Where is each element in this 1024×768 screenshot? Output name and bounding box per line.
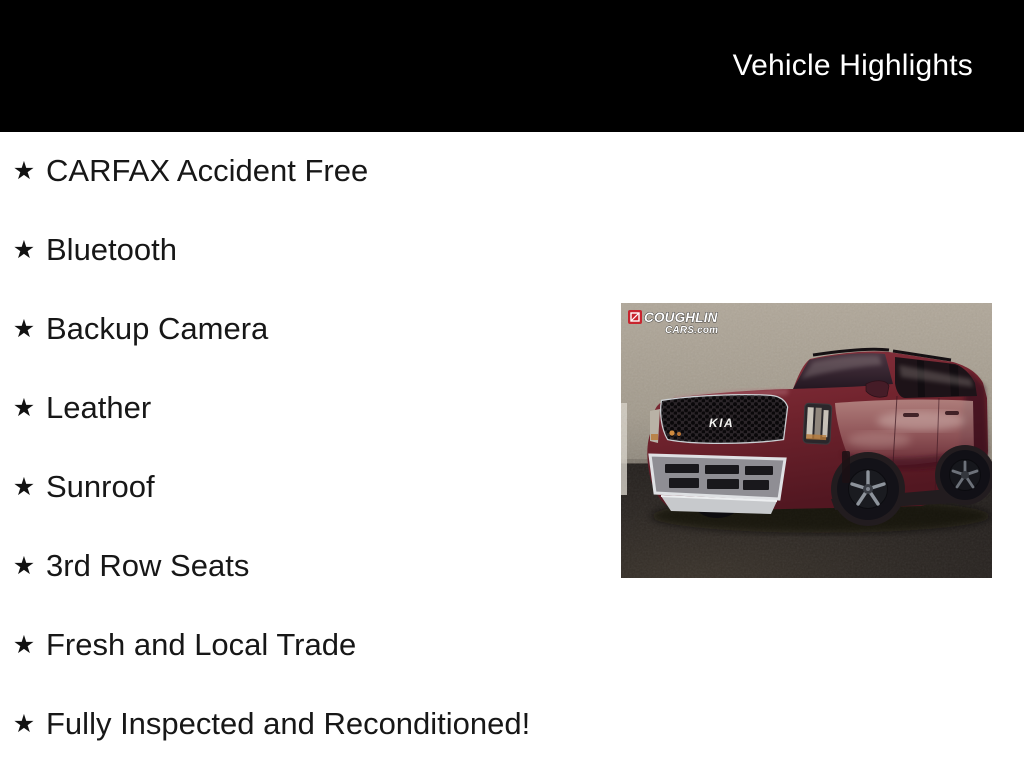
watermark-suffix: CARS.com (665, 325, 719, 336)
highlight-item (0, 290, 620, 369)
star-bullet-icon: ★ (12, 552, 36, 580)
highlight-label: Sunroof (46, 469, 155, 505)
highlight-item (0, 527, 620, 606)
front-bumper (650, 455, 785, 514)
rear-wheel (940, 450, 990, 500)
highlight-label: Fully Inspected and Reconditioned! (46, 706, 531, 742)
highlight-item (0, 132, 620, 211)
star-bullet-icon: ★ (12, 157, 36, 185)
highlight-item (0, 369, 620, 448)
highlight-item (0, 211, 620, 290)
highlight-label: 3rd Row Seats (46, 548, 250, 584)
star-bullet-icon: ★ (12, 631, 36, 659)
star-bullet-icon: ★ (12, 473, 36, 501)
watermark-brand: COUGHLIN (644, 310, 718, 325)
page-title: Vehicle Highlights (732, 49, 973, 82)
highlight-item (0, 448, 620, 527)
highlight-item (0, 685, 620, 764)
star-bullet-icon: ★ (12, 710, 36, 738)
highlights-list (0, 132, 620, 764)
star-bullet-icon: ★ (12, 315, 36, 343)
highlight-label: CARFAX Accident Free (46, 153, 369, 189)
kia-badge: KIA (709, 416, 735, 430)
front-grille (659, 393, 791, 447)
headlight-right (803, 403, 832, 444)
header-banner (0, 0, 1024, 132)
highlight-label: Backup Camera (46, 311, 269, 347)
highlight-item (0, 606, 620, 685)
star-bullet-icon: ★ (12, 236, 36, 264)
star-bullet-icon: ★ (12, 394, 36, 422)
highlight-label: Bluetooth (46, 232, 177, 268)
vehicle-photo (621, 303, 992, 578)
highlight-label: Leather (46, 390, 152, 426)
highlight-label: Fresh and Local Trade (46, 627, 357, 663)
